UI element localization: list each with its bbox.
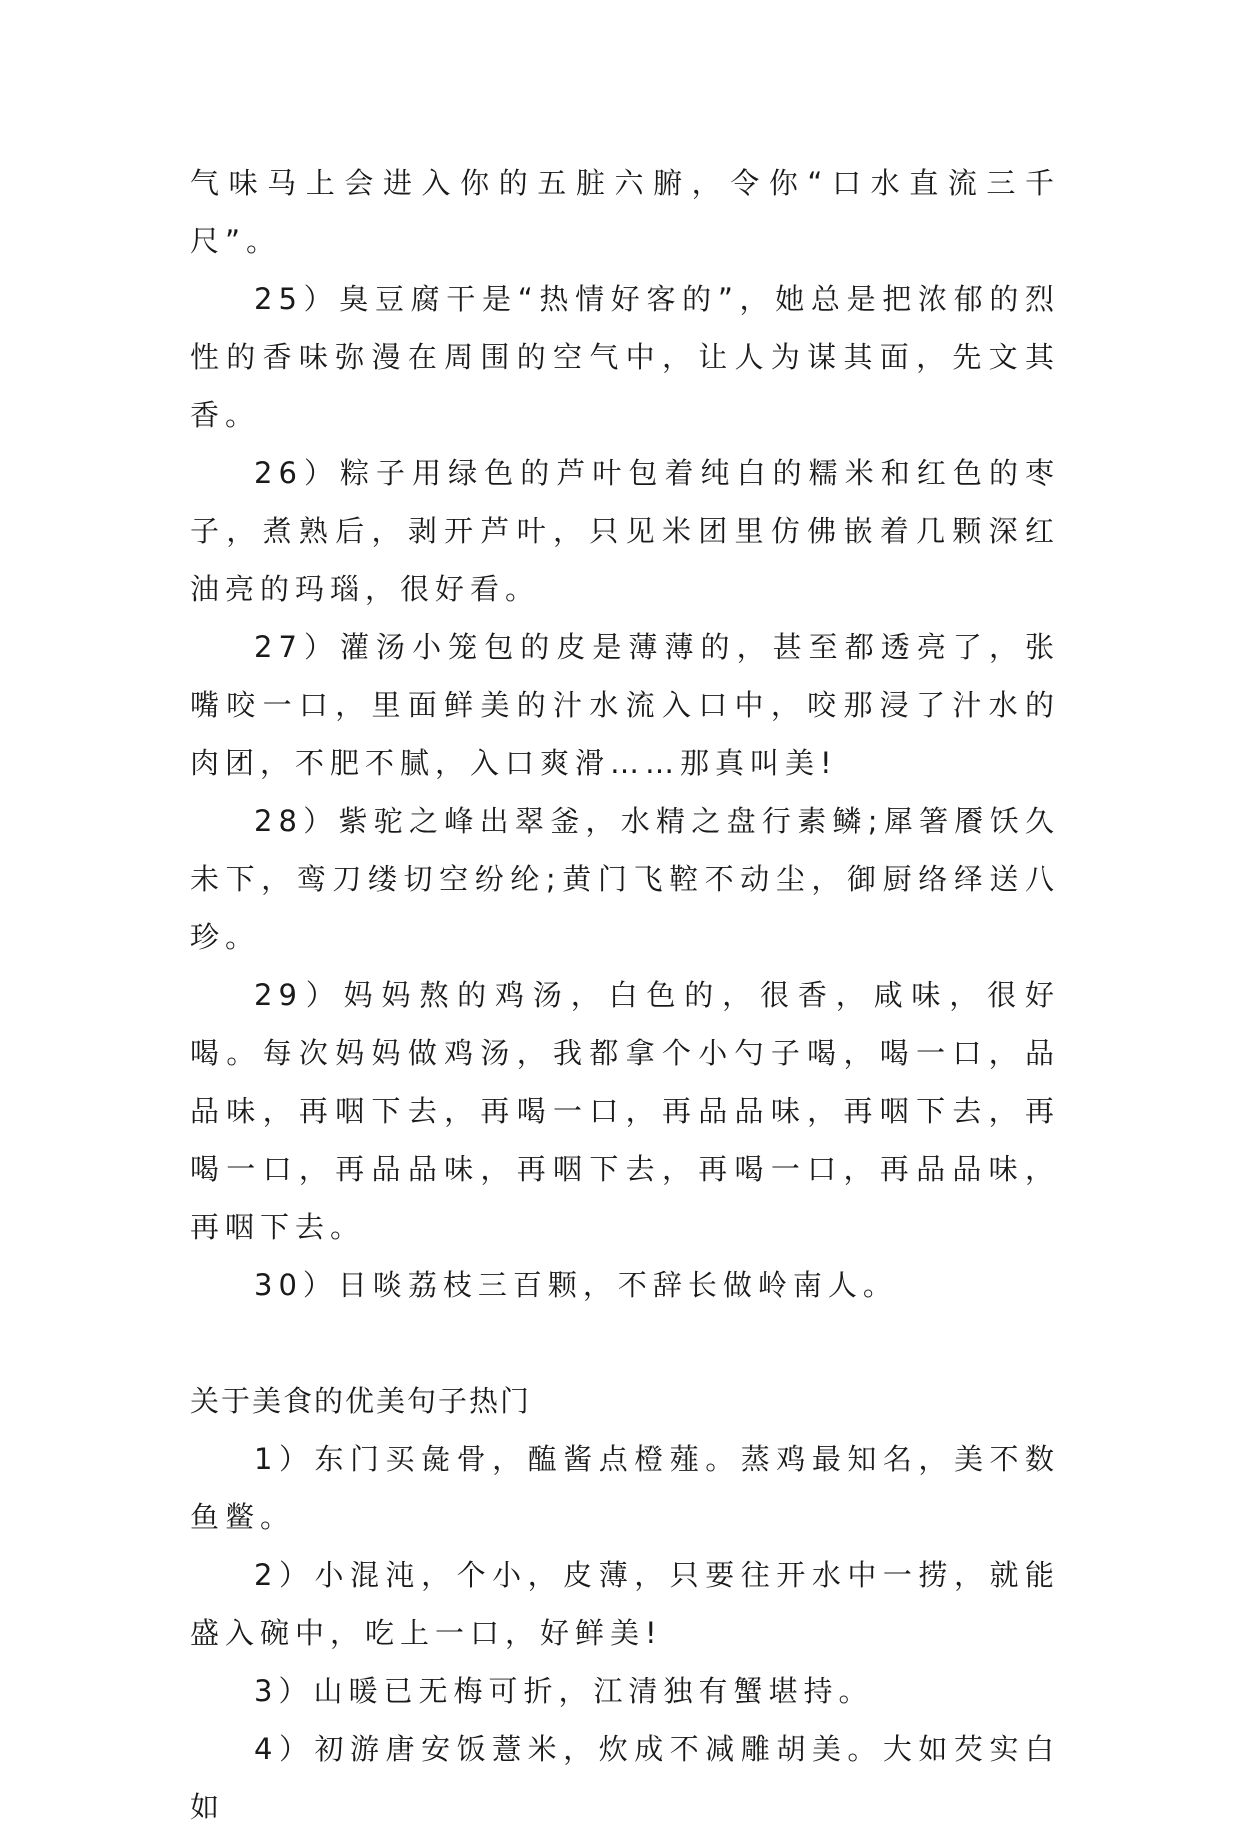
paragraph-item-29: 29）妈妈熬的鸡汤，白色的，很香，咸味，很好喝。每次妈妈做鸡汤，我都拿个小勺子喝，喝一口，品品味，再咽下去，再喝一口，再品品味，再咽下去，再喝一口，再品品味，再咽下去，再喝一口，再品品味，再咽下去。 bbox=[190, 978, 1060, 1244]
paragraph-item-1: 1）东门买彘骨，醢酱点橙薤。蒸鸡最知名，美不数鱼鳖。 bbox=[190, 1442, 1060, 1534]
document-body bbox=[190, 154, 1060, 1836]
paragraph-item-4: 4）初游唐安饭薏米，炊成不减雕胡美。大如芡实白如 bbox=[190, 1732, 1060, 1824]
paragraph-item-3: 3）山暖已无梅可折，江清独有蟹堪持。 bbox=[254, 1674, 874, 1708]
section-heading: 关于美食的优美句子热门 bbox=[190, 1384, 532, 1418]
paragraph-item-28: 28）紫驼之峰出翠釜，水精之盘行素鳞;犀箸餍饫久未下，鸾刀缕切空纷纶;黄门飞鞚不动尘，御厨络绎送八珍。 bbox=[190, 804, 1060, 954]
paragraph-item-30: 30）日啖荔枝三百颗，不辞长做岭南人。 bbox=[254, 1268, 898, 1302]
paragraph-item-27: 27）灌汤小笼包的皮是薄薄的，甚至都透亮了，张嘴咬一口，里面鲜美的汁水流入口中，咬那浸了汁水的肉团，不肥不腻，入口爽滑……那真叫美! bbox=[190, 630, 1060, 780]
paragraph-item-25: 25）臭豆腐干是“热情好客的”，她总是把浓郁的烈性的香味弥漫在周围的空气中，让人为谋其面，先文其香。 bbox=[190, 282, 1060, 432]
paragraph-continuation: 气味马上会进入你的五脏六腑，令你“口水直流三千尺”。 bbox=[190, 166, 1060, 258]
paragraph-item-26: 26）粽子用绿色的芦叶包着纯白的糯米和红色的枣子，煮熟后，剥开芦叶，只见米团里仿佛嵌着几颗深红油亮的玛瑙，很好看。 bbox=[190, 456, 1060, 606]
paragraph-item-2: 2）小混沌，个小，皮薄，只要往开水中一捞，就能盛入碗中，吃上一口，好鲜美! bbox=[190, 1558, 1060, 1650]
